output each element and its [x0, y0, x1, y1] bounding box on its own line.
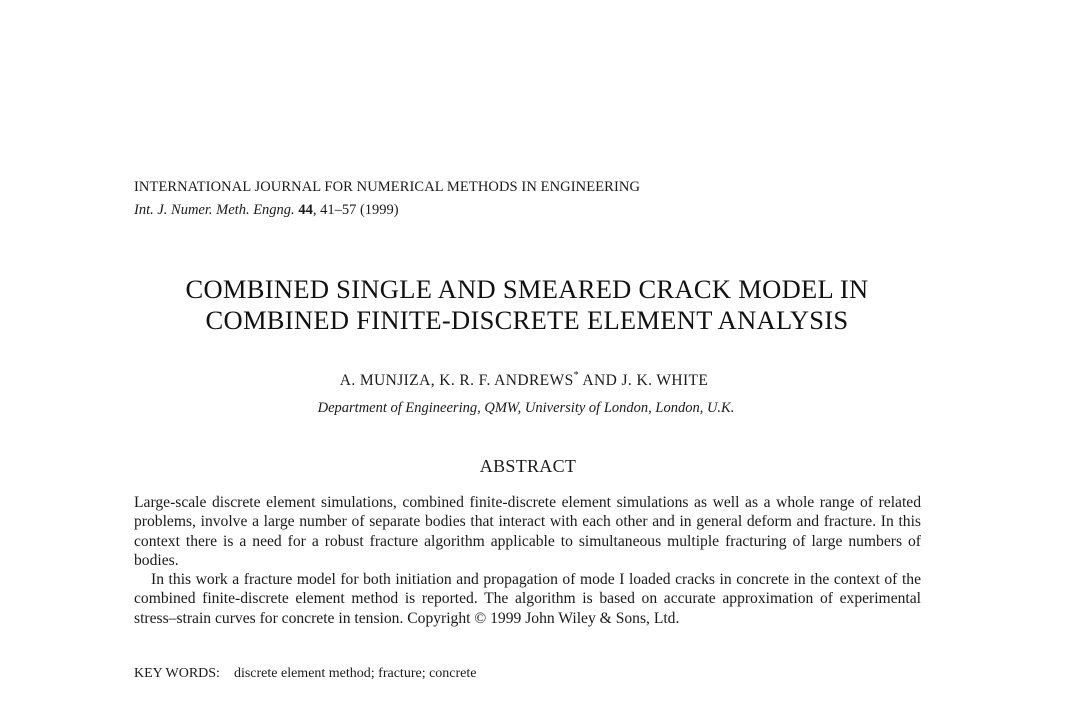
journal-citation — [134, 202, 399, 219]
abstract-paragraph-1: Large-scale discrete element simulations, combined finite-discrete element simulations as well as a whole range of related problems, involve a large number of separate bodies that interact with each other and in general deform and fracture. In this context there is a need for a robust fracture algorithm applicable to simultaneous multiple fracturing of large numbers of bodies. — [134, 494, 921, 569]
corresponding-author-mark: * — [573, 370, 580, 381]
citation-abbrev: Int. J. Numer. Meth. Engng. — [134, 202, 295, 218]
paper-title-line-2: COMBINED FINITE-DISCRETE ELEMENT ANALYSIS — [205, 305, 849, 335]
journal-name: INTERNATIONAL JOURNAL FOR NUMERICAL METHODS IN ENGINEERING — [134, 179, 641, 195]
keywords-label: KEY WORDS: — [134, 666, 220, 681]
keywords-line — [134, 666, 477, 682]
citation-pages-year: , 41–57 (1999) — [312, 202, 399, 218]
author-affiliation: Department of Engineering, QMW, University of London, London, U.K. — [317, 400, 735, 416]
abstract-paragraph-2: In this work a fracture model for both initiation and propagation of mode I loaded cracks in concrete in the context of the combined finite-discrete element method is reported. The algorithm is based on accurate approximation of experimental stress–strain curves for concrete in tension. Copyright © 1999 John Wiley & Sons, Ltd. — [134, 571, 921, 627]
abstract-heading: ABSTRACT — [479, 456, 577, 476]
authors-after: AND J. K. WHITE — [579, 372, 709, 390]
authors-before: A. MUNJIZA, K. R. F. ANDREWS — [339, 372, 574, 390]
paper-title — [0, 274, 1054, 336]
citation-volume: 44 — [298, 202, 313, 218]
paper-title-line-1: COMBINED SINGLE AND SMEARED CRACK MODEL IN — [185, 274, 869, 304]
abstract-body — [134, 493, 921, 628]
keywords-values: discrete element method; fracture; concrete — [233, 666, 477, 681]
author-list — [0, 371, 1048, 390]
